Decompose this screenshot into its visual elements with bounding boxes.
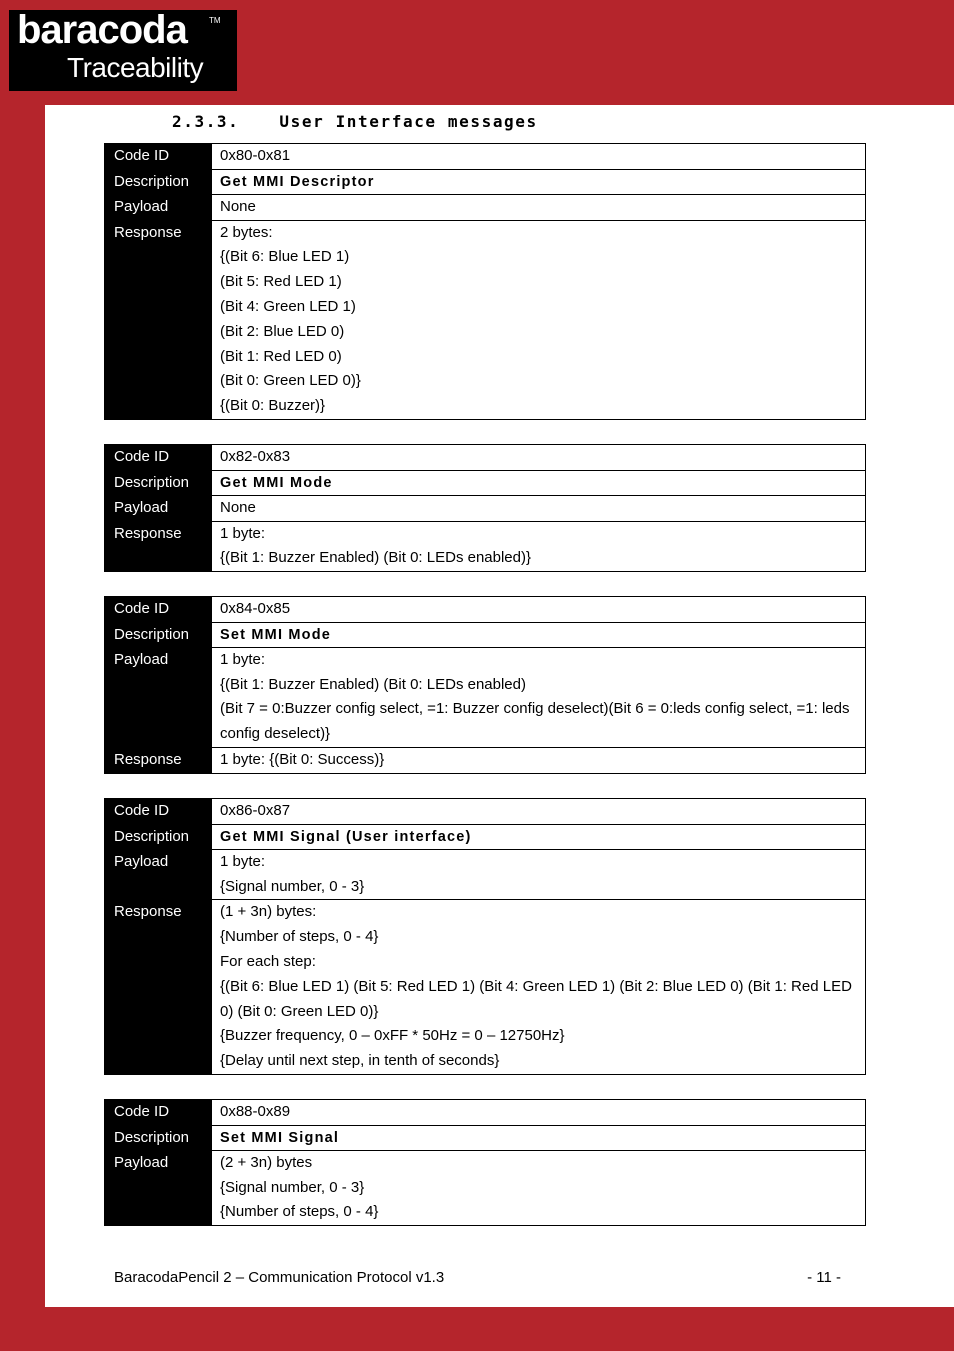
- response-line: (1 + 3n) bytes:: [220, 903, 317, 921]
- label-response: Response: [105, 748, 212, 773]
- payload-line: None: [220, 498, 256, 516]
- label-description: Description: [105, 471, 212, 496]
- label-payload: Payload: [105, 648, 212, 748]
- label-response: Response: [105, 522, 212, 572]
- label-code-id: Code ID: [105, 597, 212, 623]
- response-line: {Buzzer frequency, 0 – 0xFF * 50Hz = 0 – 12750Hz}: [220, 1027, 565, 1045]
- payload-line: {(Bit 1: Buzzer Enabled) (Bit 0: LEDs enabled): [220, 675, 526, 693]
- response-line: 2 bytes:: [220, 223, 273, 241]
- value-code-id: 0x80-0x81: [212, 144, 865, 170]
- message-table-get-mmi-signal: [104, 798, 866, 1075]
- value-description: Get MMI Mode: [212, 471, 865, 496]
- payload-line: (2 + 3n) bytes: [220, 1153, 313, 1171]
- label-response: Response: [105, 221, 212, 419]
- document-page: [45, 105, 954, 1307]
- label-code-id: Code ID: [105, 799, 212, 825]
- label-payload: Payload: [105, 195, 212, 221]
- response-line: (Bit 4: Green LED 1): [220, 297, 356, 315]
- value-response: [212, 221, 865, 419]
- company-logo: [9, 10, 237, 91]
- value-description: Get MMI Signal (User interface): [212, 825, 865, 850]
- value-response: [212, 748, 865, 773]
- payload-line: 1 byte:: [220, 852, 266, 870]
- response-line: {(Bit 0: Buzzer)}: [220, 397, 326, 415]
- logo-subtitle: Traceability: [67, 52, 204, 83]
- label-code-id: Code ID: [105, 1100, 212, 1126]
- label-description: Description: [105, 623, 212, 648]
- value-payload: [212, 195, 865, 221]
- message-table-set-mmi-mode: [104, 596, 866, 774]
- page-footer: [114, 1269, 841, 1286]
- response-line: 1 byte:: [220, 524, 266, 542]
- response-line: {Delay until next step, in tenth of seconds}: [220, 1052, 500, 1070]
- value-description: Get MMI Descriptor: [212, 170, 865, 195]
- response-line: {(Bit 1: Buzzer Enabled) (Bit 0: LEDs enabled)}: [220, 549, 532, 567]
- payload-line: 1 byte:: [220, 650, 266, 668]
- logo-trademark: TM: [209, 16, 221, 25]
- label-payload: Payload: [105, 496, 212, 522]
- message-table-set-mmi-signal: [104, 1099, 866, 1226]
- label-payload: Payload: [105, 1151, 212, 1225]
- response-line: (Bit 0: Green LED 0)}: [220, 372, 361, 390]
- message-table-mmi-descriptor: [104, 143, 866, 420]
- value-code-id: 0x86-0x87: [212, 799, 865, 825]
- payload-line: None: [220, 197, 256, 215]
- response-line: For each step:: [220, 952, 316, 970]
- payload-line: {Signal number, 0 - 3}: [220, 1178, 365, 1196]
- section-number: 2.3.3.: [172, 112, 240, 131]
- label-payload: Payload: [105, 850, 212, 901]
- value-payload: [212, 496, 865, 522]
- value-code-id: 0x84-0x85: [212, 597, 865, 623]
- response-line: (Bit 5: Red LED 1): [220, 273, 342, 291]
- label-description: Description: [105, 1126, 212, 1151]
- value-code-id: 0x88-0x89: [212, 1100, 865, 1126]
- payload-line: (Bit 7 = 0:Buzzer config select, =1: Buzzer config deselect)(Bit 6 = 0:leds config select, =1: leds config deselect)}: [220, 700, 850, 743]
- section-title: User Interface messages: [279, 112, 538, 131]
- label-response: Response: [105, 900, 212, 1074]
- footer-page-number: - 11 -: [807, 1269, 841, 1286]
- section-heading: [172, 112, 538, 131]
- value-payload: [212, 1151, 865, 1225]
- response-line: (Bit 2: Blue LED 0): [220, 322, 345, 340]
- payload-line: {Number of steps, 0 - 4}: [220, 1203, 379, 1221]
- response-line: {Number of steps, 0 - 4}: [220, 928, 379, 946]
- value-payload: [212, 648, 865, 748]
- response-line: {(Bit 6: Blue LED 1): [220, 248, 350, 266]
- value-code-id: 0x82-0x83: [212, 445, 865, 471]
- payload-line: {Signal number, 0 - 3}: [220, 877, 365, 895]
- value-payload: [212, 850, 865, 901]
- message-table-get-mmi-mode: [104, 444, 866, 572]
- logo-brand: baracoda: [17, 8, 187, 52]
- label-description: Description: [105, 825, 212, 850]
- response-line: 1 byte: {(Bit 0: Success)}: [220, 750, 385, 768]
- label-code-id: Code ID: [105, 144, 212, 170]
- response-line: {(Bit 6: Blue LED 1) (Bit 5: Red LED 1) (Bit 4: Green LED 1) (Bit 2: Blue LED 0) (Bit 1: Red LED 0) (Bit 0: Green LED 0)}: [220, 977, 852, 1020]
- response-line: (Bit 1: Red LED 0): [220, 347, 342, 365]
- value-description: Set MMI Mode: [212, 623, 865, 648]
- footer-document-title: BaracodaPencil 2 – Communication Protocol v1.3: [114, 1269, 445, 1286]
- value-response: [212, 522, 865, 572]
- value-response: [212, 900, 865, 1074]
- label-code-id: Code ID: [105, 445, 212, 471]
- label-description: Description: [105, 170, 212, 195]
- value-description: Set MMI Signal: [212, 1126, 865, 1151]
